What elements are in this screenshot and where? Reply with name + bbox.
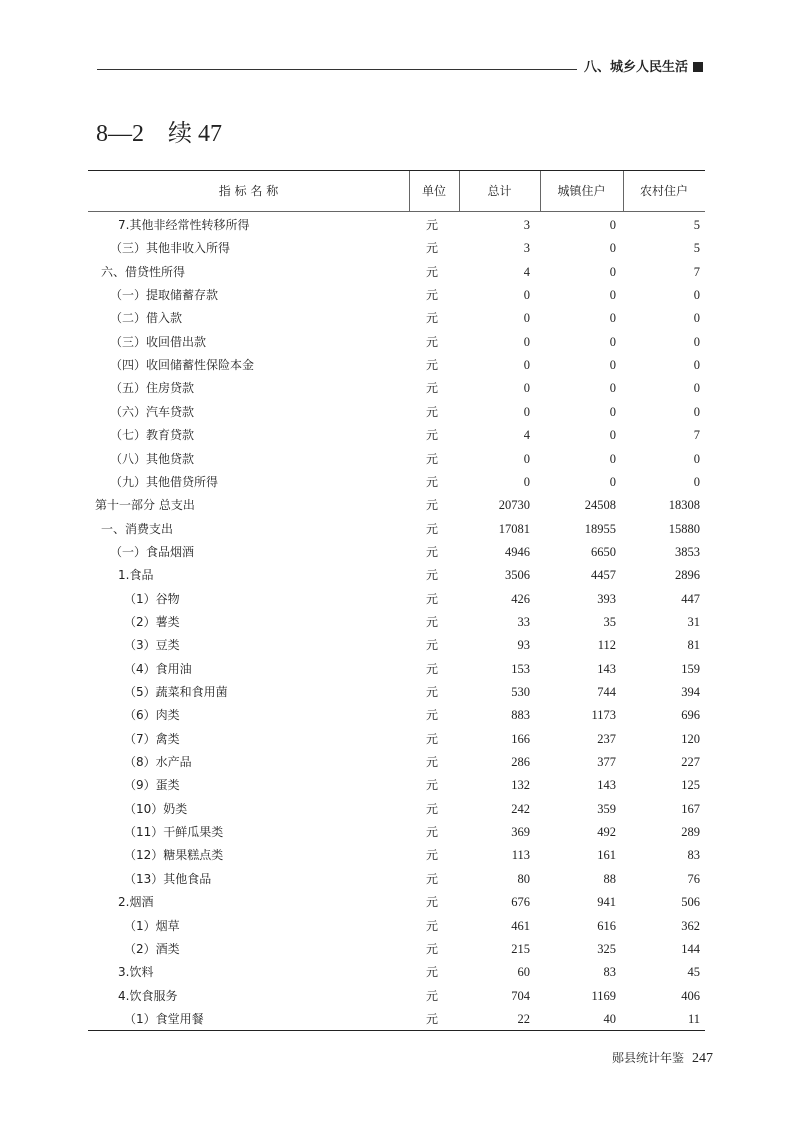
row-total: 4	[523, 428, 530, 443]
row-total: 153	[511, 661, 530, 676]
row-rural: 0	[693, 288, 700, 303]
row-name: （9）蛋类	[124, 778, 180, 793]
row-unit: 元	[426, 614, 439, 629]
table-row	[0, 821, 793, 843]
row-unit: 元	[426, 474, 439, 489]
column-header-unit: 单位	[421, 184, 446, 198]
row-rural: 3853	[675, 544, 700, 559]
row-unit: 元	[426, 591, 439, 606]
row-unit: 元	[426, 218, 439, 232]
table-row	[0, 377, 793, 399]
row-rural: 5	[693, 241, 700, 256]
row-rural: 5	[693, 218, 700, 232]
row-rural: 83	[687, 848, 700, 863]
row-urban: 0	[609, 288, 616, 303]
row-total: 113	[511, 848, 530, 863]
row-unit: 元	[426, 638, 439, 653]
row-unit: 元	[426, 871, 439, 886]
table-row	[0, 214, 793, 236]
section-title	[584, 56, 703, 75]
row-total: 461	[511, 918, 530, 933]
table-row	[0, 518, 793, 540]
row-name: （四）收回储蓄性保险本金	[110, 358, 255, 373]
row-unit: 元	[426, 1011, 439, 1026]
row-total: 3	[523, 218, 530, 232]
row-urban: 88	[603, 871, 616, 886]
row-total: 883	[511, 708, 530, 723]
row-rural: 7	[693, 264, 700, 279]
table-row	[0, 261, 793, 283]
row-name: （12）糖果糕点类	[124, 848, 224, 863]
table-row	[0, 798, 793, 820]
row-total: 17081	[498, 521, 530, 536]
table-row	[0, 237, 793, 259]
row-total: 166	[511, 731, 530, 746]
row-name: （2）薯类	[124, 614, 180, 629]
row-name: （七）教育贷款	[110, 428, 195, 443]
table-row	[0, 307, 793, 329]
row-rural: 394	[681, 685, 700, 699]
row-total: 22	[517, 1011, 530, 1026]
table-row	[0, 751, 793, 773]
row-urban: 325	[597, 941, 616, 956]
row-total: 0	[523, 311, 530, 326]
row-unit: 元	[426, 895, 439, 910]
row-total: 704	[511, 988, 530, 1003]
page-footer	[612, 1049, 713, 1067]
row-urban: 492	[597, 825, 616, 840]
row-name: （五）住房贷款	[110, 381, 195, 396]
row-name: （3）豆类	[124, 638, 180, 653]
row-rural: 18308	[668, 498, 700, 513]
row-total: 60	[517, 965, 530, 980]
row-unit: 元	[426, 965, 439, 980]
row-urban: 143	[597, 778, 616, 793]
row-total: 0	[523, 381, 530, 396]
row-rural: 0	[693, 381, 700, 396]
row-unit: 元	[426, 334, 439, 349]
row-urban: 83	[603, 965, 616, 980]
row-total: 3506	[505, 568, 530, 583]
row-name: （5）蔬菜和食用菌	[124, 685, 228, 699]
row-rural: 406	[681, 988, 700, 1003]
row-rural: 45	[687, 965, 700, 980]
row-urban: 1169	[591, 988, 616, 1003]
row-total: 286	[511, 755, 530, 770]
row-urban: 143	[597, 661, 616, 676]
row-unit: 元	[426, 778, 439, 793]
table-row	[0, 728, 793, 750]
column-header-name: 指 标 名 称	[218, 184, 279, 198]
row-urban: 377	[597, 755, 616, 770]
row-total: 242	[511, 801, 530, 816]
row-name: 4.饮食服务	[118, 988, 178, 1003]
table-row	[0, 471, 793, 493]
row-name: 3.饮料	[118, 965, 154, 980]
table-row	[0, 774, 793, 796]
row-urban: 0	[609, 474, 616, 489]
row-urban: 161	[597, 848, 616, 863]
row-rural: 0	[693, 404, 700, 419]
row-unit: 元	[426, 544, 439, 559]
row-unit: 元	[426, 708, 439, 723]
row-unit: 元	[426, 988, 439, 1003]
table-title: 8—2 续 47	[96, 121, 222, 147]
row-unit: 元	[426, 661, 439, 676]
table-row	[0, 401, 793, 423]
table-row	[0, 681, 793, 703]
table-row	[0, 961, 793, 983]
row-name: （一）提取储蓄存款	[110, 288, 219, 303]
row-total: 80	[517, 871, 530, 886]
row-urban: 0	[609, 358, 616, 373]
row-unit: 元	[426, 498, 439, 513]
table-row	[0, 448, 793, 470]
row-total: 93	[517, 638, 530, 653]
row-rural: 15880	[668, 521, 700, 536]
row-rural: 0	[693, 451, 700, 466]
row-urban: 0	[609, 218, 616, 232]
row-urban: 0	[609, 334, 616, 349]
table-row	[0, 564, 793, 586]
table-bottom-rule	[88, 1030, 705, 1031]
row-urban: 0	[609, 264, 616, 279]
row-name: （13）其他食品	[124, 871, 212, 886]
row-total: 20730	[498, 498, 530, 513]
row-unit: 元	[426, 801, 439, 816]
table-row	[0, 985, 793, 1007]
row-name: （4）食用油	[124, 661, 192, 676]
row-name: 1.食品	[118, 568, 154, 583]
row-urban: 1173	[591, 708, 616, 723]
table-row	[0, 331, 793, 353]
row-urban: 0	[609, 428, 616, 443]
row-name: （1）烟草	[124, 918, 180, 933]
row-name: （九）其他借贷所得	[110, 474, 219, 489]
row-unit: 元	[426, 941, 439, 956]
row-total: 33	[517, 614, 530, 629]
row-urban: 0	[609, 451, 616, 466]
row-unit: 元	[426, 451, 439, 466]
row-rural: 31	[687, 614, 700, 629]
row-rural: 11	[687, 1011, 700, 1026]
row-rural: 167	[681, 801, 700, 816]
row-name: （2）酒类	[124, 941, 180, 956]
row-urban: 0	[609, 241, 616, 256]
row-urban: 6650	[591, 544, 616, 559]
row-urban: 0	[609, 381, 616, 396]
row-total: 676	[511, 895, 530, 910]
table-row	[0, 588, 793, 610]
row-name: （二）借入款	[110, 311, 183, 326]
row-total: 4946	[505, 544, 530, 559]
row-total: 530	[511, 685, 530, 699]
row-total: 3	[523, 241, 530, 256]
row-unit: 元	[426, 404, 439, 419]
row-total: 215	[511, 941, 530, 956]
row-name: （8）水产品	[124, 755, 192, 770]
row-urban: 0	[609, 404, 616, 419]
column-header-total: 总计	[487, 184, 512, 198]
row-urban: 18955	[584, 521, 616, 536]
row-rural: 227	[681, 755, 700, 770]
table-row	[0, 938, 793, 960]
row-unit: 元	[426, 685, 439, 699]
table-header-rule	[88, 211, 705, 212]
row-rural: 447	[681, 591, 700, 606]
row-unit: 元	[426, 755, 439, 770]
row-urban: 359	[597, 801, 616, 816]
row-rural: 159	[681, 661, 700, 676]
row-unit: 元	[426, 288, 439, 303]
row-total: 0	[523, 358, 530, 373]
row-unit: 元	[426, 848, 439, 863]
row-urban: 393	[597, 591, 616, 606]
table-row	[0, 704, 793, 726]
row-name: 六、借贷性所得	[101, 264, 186, 279]
row-total: 369	[511, 825, 530, 840]
table-row	[0, 354, 793, 376]
row-urban: 941	[597, 895, 616, 910]
row-urban: 40	[603, 1011, 616, 1026]
row-unit: 元	[426, 311, 439, 326]
row-total: 132	[511, 778, 530, 793]
row-urban: 24508	[584, 498, 616, 513]
row-total: 0	[523, 404, 530, 419]
table-row	[0, 634, 793, 656]
row-total: 0	[523, 451, 530, 466]
row-unit: 元	[426, 358, 439, 373]
table-row	[0, 891, 793, 913]
row-rural: 506	[681, 895, 700, 910]
row-name: （1）谷物	[124, 591, 180, 606]
row-urban: 35	[603, 614, 616, 629]
row-unit: 元	[426, 731, 439, 746]
row-urban: 4457	[591, 568, 616, 583]
row-name: 2.烟酒	[118, 895, 154, 910]
page-number: 247	[692, 1051, 714, 1066]
row-name: （1）食堂用餐	[124, 1011, 204, 1026]
row-urban: 237	[597, 731, 616, 746]
row-total: 0	[523, 288, 530, 303]
row-rural: 362	[681, 918, 700, 933]
row-unit: 元	[426, 381, 439, 396]
table-row	[0, 424, 793, 446]
table-row	[0, 844, 793, 866]
row-unit: 元	[426, 825, 439, 840]
row-name: （11）干鲜瓜果类	[124, 825, 224, 840]
row-rural: 120	[681, 731, 700, 746]
row-name: 一、消费支出	[101, 521, 174, 536]
table-row	[0, 611, 793, 633]
row-rural: 81	[687, 638, 700, 653]
row-unit: 元	[426, 521, 439, 536]
row-name: （10）奶类	[124, 801, 188, 816]
row-total: 0	[523, 334, 530, 349]
row-unit: 元	[426, 568, 439, 583]
footer-book-title: 郧县统计年鉴	[612, 1051, 685, 1065]
row-urban: 0	[609, 311, 616, 326]
row-rural: 125	[681, 778, 700, 793]
row-rural: 0	[693, 311, 700, 326]
row-rural: 696	[681, 708, 700, 723]
row-rural: 2896	[675, 568, 700, 583]
table-row	[0, 658, 793, 680]
table-row	[0, 284, 793, 306]
row-rural: 7	[693, 428, 700, 443]
row-name: （一）食品烟酒	[110, 544, 195, 559]
row-name: （六）汽车贷款	[110, 404, 195, 419]
row-name: （6）肉类	[124, 708, 180, 723]
row-total: 4	[523, 264, 530, 279]
row-unit: 元	[426, 428, 439, 443]
row-urban: 616	[597, 918, 616, 933]
row-name: 7.其他非经常性转移所得	[118, 218, 250, 232]
row-name: （八）其他贷款	[110, 451, 195, 466]
column-header-urban: 城镇住户	[557, 184, 606, 198]
row-rural: 0	[693, 474, 700, 489]
row-unit: 元	[426, 918, 439, 933]
table-row	[0, 868, 793, 890]
row-rural: 289	[681, 825, 700, 840]
section-title-text: 八、城乡人民生活	[584, 60, 689, 75]
row-name: 第十一部分 总支出	[95, 498, 195, 513]
square-bullet-icon	[693, 62, 703, 72]
row-rural: 0	[693, 334, 700, 349]
row-unit: 元	[426, 241, 439, 256]
row-rural: 144	[681, 941, 700, 956]
row-name: （7）禽类	[124, 731, 180, 746]
table-row	[0, 915, 793, 937]
row-urban: 112	[597, 638, 616, 653]
table-row	[0, 1008, 793, 1030]
header-rule	[97, 69, 577, 70]
row-total: 426	[511, 591, 530, 606]
table-row	[0, 541, 793, 563]
row-unit: 元	[426, 264, 439, 279]
row-name: （三）其他非收入所得	[110, 241, 231, 256]
row-rural: 76	[687, 871, 700, 886]
row-urban: 744	[597, 685, 616, 699]
table-row	[0, 494, 793, 516]
column-header-rural: 农村住户	[639, 184, 688, 198]
row-name: （三）收回借出款	[110, 334, 207, 349]
row-total: 0	[523, 474, 530, 489]
row-rural: 0	[693, 358, 700, 373]
